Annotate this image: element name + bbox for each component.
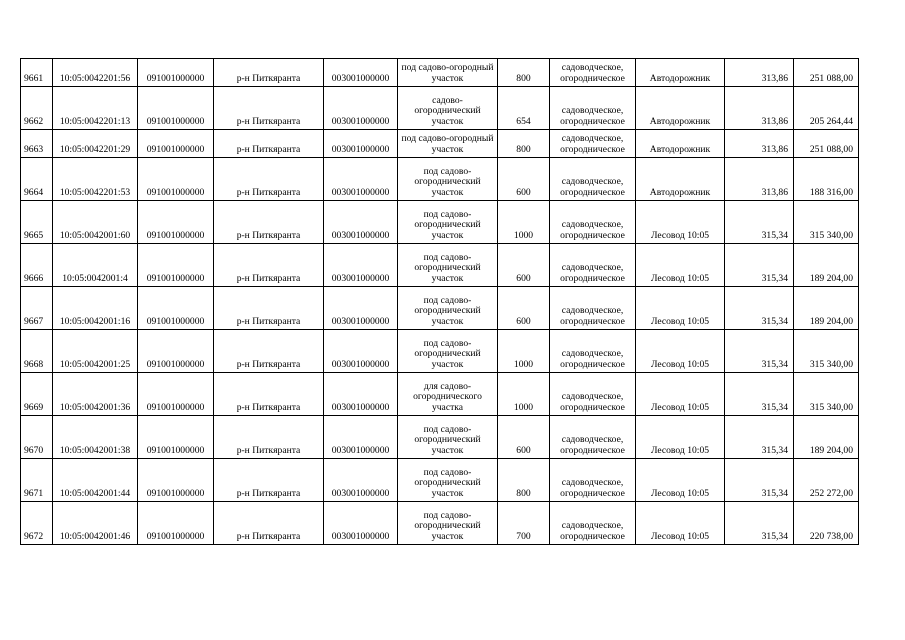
row-number: 9665: [21, 201, 53, 244]
oktmo-code: 003001000000: [324, 201, 398, 244]
specific-value: 315,34: [725, 330, 794, 373]
cadastral-number: 10:05:0042001:60: [53, 201, 138, 244]
table-row: [21, 502, 859, 545]
specific-value: 315,34: [725, 459, 794, 502]
district: р-н Питкяранта: [214, 130, 324, 158]
cadastral-cost: 189 204,00: [794, 416, 859, 459]
table-row: [21, 459, 859, 502]
oktmo-code: 003001000000: [324, 502, 398, 545]
specific-value: 313,86: [725, 87, 794, 130]
okato-code: 091001000000: [138, 59, 214, 87]
row-number: 9668: [21, 330, 53, 373]
area: 800: [498, 130, 550, 158]
specific-value: 315,34: [725, 287, 794, 330]
specific-value: 313,86: [725, 130, 794, 158]
locality: Лесовод 10:05: [636, 330, 725, 373]
specific-value: 315,34: [725, 244, 794, 287]
specific-value: 313,86: [725, 158, 794, 201]
specific-value: 313,86: [725, 59, 794, 87]
land-category: садоводческое, огородническое: [550, 87, 636, 130]
okato-code: 091001000000: [138, 330, 214, 373]
table-row: [21, 287, 859, 330]
locality: Лесовод 10:05: [636, 502, 725, 545]
oktmo-code: 003001000000: [324, 287, 398, 330]
cadastral-number: 10:05:0042001:25: [53, 330, 138, 373]
row-number: 9662: [21, 87, 53, 130]
table-row: [21, 373, 859, 416]
cadastral-number: 10:05:0042001:36: [53, 373, 138, 416]
district: р-н Питкяранта: [214, 158, 324, 201]
row-number: 9671: [21, 459, 53, 502]
cadastral-cost: 188 316,00: [794, 158, 859, 201]
land-category: садоводческое, огородническое: [550, 201, 636, 244]
oktmo-code: 003001000000: [324, 459, 398, 502]
oktmo-code: 003001000000: [324, 59, 398, 87]
area: 1000: [498, 330, 550, 373]
area: 600: [498, 287, 550, 330]
land-category: садоводческое, огородническое: [550, 416, 636, 459]
land-category: садоводческое, огородническое: [550, 373, 636, 416]
row-number: 9663: [21, 130, 53, 158]
cadastral-cost: 315 340,00: [794, 330, 859, 373]
row-number: 9672: [21, 502, 53, 545]
okato-code: 091001000000: [138, 130, 214, 158]
table-row: [21, 416, 859, 459]
row-number: 9666: [21, 244, 53, 287]
cadastral-number: 10:05:0042201:53: [53, 158, 138, 201]
permitted-use: под садово-огороднический участок: [398, 502, 498, 545]
land-category: садоводческое, огородническое: [550, 130, 636, 158]
land-category: садоводческое, огородническое: [550, 59, 636, 87]
okato-code: 091001000000: [138, 287, 214, 330]
cadastral-cost: 251 088,00: [794, 130, 859, 158]
district: р-н Питкяранта: [214, 59, 324, 87]
cadastral-cost: 220 738,00: [794, 502, 859, 545]
permitted-use: под садово-огороднический участок: [398, 244, 498, 287]
okato-code: 091001000000: [138, 502, 214, 545]
permitted-use: под садово-огороднический участок: [398, 201, 498, 244]
table-row: [21, 330, 859, 373]
area: 600: [498, 416, 550, 459]
okato-code: 091001000000: [138, 201, 214, 244]
oktmo-code: 003001000000: [324, 416, 398, 459]
district: р-н Питкяранта: [214, 502, 324, 545]
table-row: [21, 158, 859, 201]
cadastral-cost: 189 204,00: [794, 244, 859, 287]
locality: Автодорожник: [636, 87, 725, 130]
table-row: [21, 244, 859, 287]
area: 600: [498, 244, 550, 287]
land-category: садоводческое, огородническое: [550, 459, 636, 502]
table-row: [21, 130, 859, 158]
okato-code: 091001000000: [138, 373, 214, 416]
specific-value: 315,34: [725, 502, 794, 545]
land-category: садоводческое, огородническое: [550, 330, 636, 373]
table-row: [21, 87, 859, 130]
specific-value: 315,34: [725, 201, 794, 244]
cadastral-cost: 315 340,00: [794, 373, 859, 416]
permitted-use: для садово-огороднического участка: [398, 373, 498, 416]
cadastral-number: 10:05:0042001:44: [53, 459, 138, 502]
cadastral-number: 10:05:0042001:4: [53, 244, 138, 287]
cadastral-cost: 252 272,00: [794, 459, 859, 502]
area: 700: [498, 502, 550, 545]
table-row: [21, 59, 859, 87]
row-number: 9661: [21, 59, 53, 87]
cadastral-number: 10:05:0042001:46: [53, 502, 138, 545]
cadastral-number: 10:05:0042001:16: [53, 287, 138, 330]
land-category: садоводческое, огородническое: [550, 158, 636, 201]
oktmo-code: 003001000000: [324, 87, 398, 130]
district: р-н Питкяранта: [214, 373, 324, 416]
locality: Лесовод 10:05: [636, 244, 725, 287]
locality: Автодорожник: [636, 130, 725, 158]
oktmo-code: 003001000000: [324, 158, 398, 201]
permitted-use: садово-огороднический участок: [398, 87, 498, 130]
cadastral-cost: 205 264,44: [794, 87, 859, 130]
permitted-use: под садово-огороднический участок: [398, 287, 498, 330]
permitted-use: под садово-огороднический участок: [398, 416, 498, 459]
permitted-use: под садово-огороднический участок: [398, 459, 498, 502]
locality: Автодорожник: [636, 59, 725, 87]
district: р-н Питкяранта: [214, 201, 324, 244]
cadastral-cost: 189 204,00: [794, 287, 859, 330]
cadastral-number: 10:05:0042001:38: [53, 416, 138, 459]
locality: Лесовод 10:05: [636, 459, 725, 502]
oktmo-code: 003001000000: [324, 330, 398, 373]
area: 600: [498, 158, 550, 201]
oktmo-code: 003001000000: [324, 130, 398, 158]
district: р-н Питкяранта: [214, 459, 324, 502]
table-row: [21, 201, 859, 244]
cadastral-cost: 251 088,00: [794, 59, 859, 87]
permitted-use: под садово-огороднический участок: [398, 158, 498, 201]
permitted-use: под садово-огородный участок: [398, 59, 498, 87]
okato-code: 091001000000: [138, 87, 214, 130]
row-number: 9669: [21, 373, 53, 416]
area: 800: [498, 459, 550, 502]
district: р-н Питкяранта: [214, 244, 324, 287]
locality: Лесовод 10:05: [636, 287, 725, 330]
locality: Автодорожник: [636, 158, 725, 201]
cadastral-number: 10:05:0042201:29: [53, 130, 138, 158]
permitted-use: под садово-огородный участок: [398, 130, 498, 158]
cadastral-cost: 315 340,00: [794, 201, 859, 244]
area: 800: [498, 59, 550, 87]
permitted-use: под садово-огороднический участок: [398, 330, 498, 373]
cadastral-number: 10:05:0042201:13: [53, 87, 138, 130]
okato-code: 091001000000: [138, 416, 214, 459]
specific-value: 315,34: [725, 373, 794, 416]
district: р-н Питкяранта: [214, 87, 324, 130]
cadastral-value-table: [20, 58, 859, 545]
district: р-н Питкяранта: [214, 416, 324, 459]
row-number: 9664: [21, 158, 53, 201]
district: р-н Питкяранта: [214, 330, 324, 373]
table-body: [21, 59, 859, 545]
land-category: садоводческое, огородническое: [550, 502, 636, 545]
locality: Лесовод 10:05: [636, 416, 725, 459]
okato-code: 091001000000: [138, 244, 214, 287]
row-number: 9670: [21, 416, 53, 459]
oktmo-code: 003001000000: [324, 373, 398, 416]
specific-value: 315,34: [725, 416, 794, 459]
area: 1000: [498, 373, 550, 416]
area: 654: [498, 87, 550, 130]
locality: Лесовод 10:05: [636, 373, 725, 416]
okato-code: 091001000000: [138, 158, 214, 201]
land-category: садоводческое, огородническое: [550, 287, 636, 330]
oktmo-code: 003001000000: [324, 244, 398, 287]
land-category: садоводческое, огородническое: [550, 244, 636, 287]
cadastral-number: 10:05:0042201:56: [53, 59, 138, 87]
area: 1000: [498, 201, 550, 244]
okato-code: 091001000000: [138, 459, 214, 502]
locality: Лесовод 10:05: [636, 201, 725, 244]
row-number: 9667: [21, 287, 53, 330]
district: р-н Питкяранта: [214, 287, 324, 330]
